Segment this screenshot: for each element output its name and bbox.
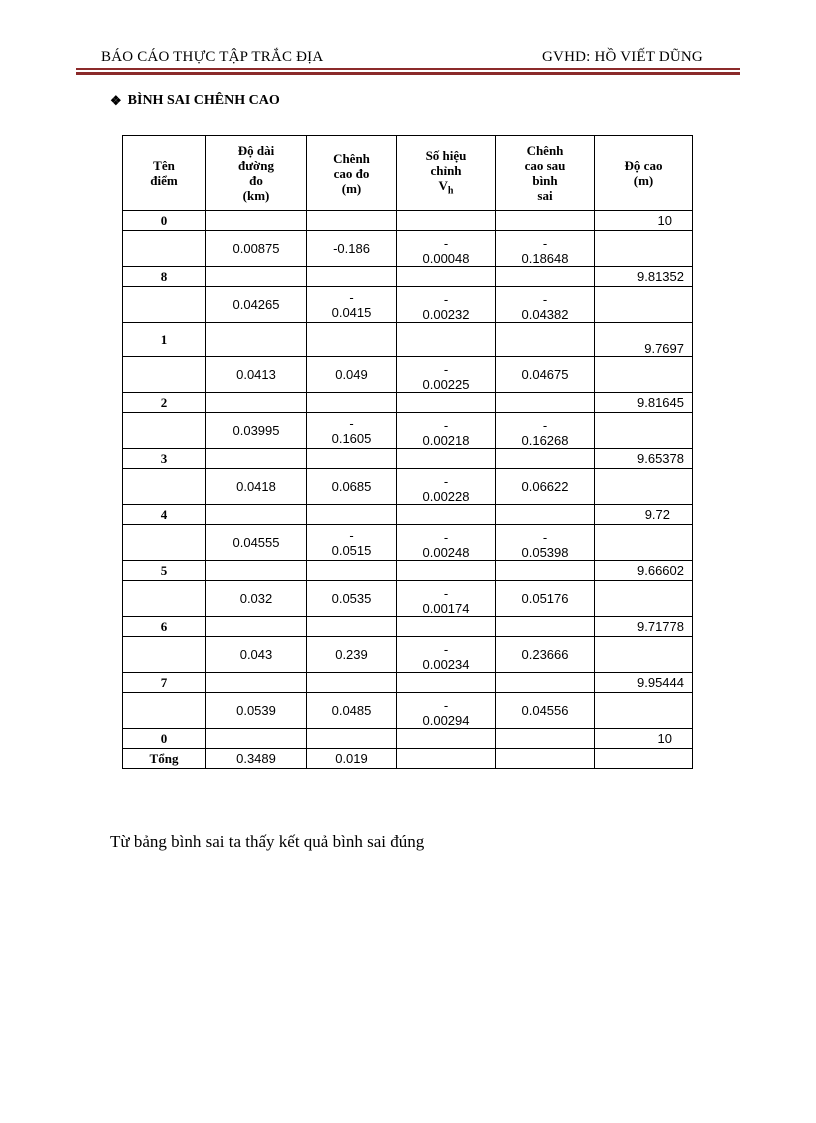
header-line: điểm [150,173,178,188]
empty-cell [595,749,693,769]
correction-cell [397,287,496,323]
height-diff-cell [307,693,397,729]
empty-cell [595,525,693,561]
empty-cell [595,413,693,449]
elevation-cell [595,561,693,581]
point-name: 0 [160,730,168,746]
total-label-cell [123,749,206,769]
empty-cell [123,581,206,617]
col-header-chenh-cao-sau [496,136,595,211]
empty-cell [595,231,693,267]
distance-cell [206,581,307,617]
header-line: (km) [242,188,270,203]
header-line: Tên [153,158,175,173]
empty-cell [397,449,496,469]
height-diff-cell [307,581,397,617]
empty-cell [397,673,496,693]
header-line: đo [249,173,263,188]
elevation-value: 9.66602 [637,563,684,578]
header-line: chỉnh [430,162,462,178]
segment-row [123,469,693,505]
correction-line: - [443,698,449,713]
total-row [123,749,693,769]
empty-cell [307,617,397,637]
empty-cell [496,505,595,525]
correction-line: 0.00248 [422,545,470,560]
distance-value: 0.04555 [232,535,280,550]
empty-cell [123,357,206,393]
point-name: 2 [160,394,168,410]
elevation-value: 9.81352 [637,269,684,284]
empty-cell [496,211,595,231]
height-diff-line: 0.1605 [331,430,372,446]
adjusted-diff-cell [496,413,595,449]
empty-cell [397,267,496,287]
correction-line: 0.00225 [422,377,470,392]
empty-cell [123,231,206,267]
adjustment-table [122,135,693,769]
empty-cell [307,561,397,581]
header-line: cao sau [524,158,566,173]
correction-cell [397,357,496,393]
point-row [123,561,693,581]
header-line: đường [238,158,274,173]
point-row [123,673,693,693]
header-line: Độ cao [624,158,663,173]
correction-line: 0.00174 [422,601,470,616]
correction-line: - [443,530,449,545]
adjusted-diff-line: 0.04675 [521,367,569,382]
point-row [123,449,693,469]
empty-cell [307,449,397,469]
header-line: Số hiệu [425,147,467,163]
correction-cell [397,693,496,729]
empty-cell [123,693,206,729]
distance-value: 0.00875 [232,241,280,256]
distance-value: 0.0418 [236,479,276,494]
header-supervisor: GVHD: HỒ VIẾT DŨNG [542,49,703,65]
point-name-cell [123,449,206,469]
empty-cell [496,749,595,769]
correction-line: 0.00218 [422,433,470,448]
col-header-ten-diem [123,136,206,211]
correction-line: 0.00294 [422,713,470,728]
empty-cell [123,637,206,673]
elevation-cell [595,617,693,637]
empty-cell [595,469,693,505]
point-name: 1 [160,331,168,347]
empty-cell [123,287,206,323]
elevation-value: 10 [657,213,672,228]
correction-cell [397,637,496,673]
empty-cell [307,211,397,231]
elevation-cell [595,393,693,413]
empty-cell [397,561,496,581]
empty-cell [397,211,496,231]
header-line: V [438,177,448,193]
col-header-do-dai [206,136,307,211]
subscript-h: h [447,185,454,197]
correction-line: - [443,642,449,657]
distance-cell [206,287,307,323]
point-name-cell [123,393,206,413]
segment-row [123,231,693,267]
point-name-cell [123,673,206,693]
distance-value: 0.0413 [236,367,276,382]
point-name: 0 [160,212,168,228]
height-diff-line: 0.0485 [331,703,372,718]
header-rule-thin [76,68,740,70]
empty-cell [307,267,397,287]
header-line: Chênh [333,150,370,166]
segment-row [123,525,693,561]
header-line: Độ dài [237,143,275,158]
adjusted-diff-line: 0.18648 [521,251,569,266]
height-diff-line: 0.239 [335,647,368,662]
segment-row [123,693,693,729]
adjusted-diff-line: - [542,292,548,307]
distance-value: 0.043 [239,647,273,662]
height-diff-line: 0.0515 [331,542,372,558]
empty-cell [206,561,307,581]
point-name-cell [123,323,206,357]
height-diff-cell [307,469,397,505]
empty-cell [206,267,307,287]
empty-cell [307,673,397,693]
elevation-cell [595,505,693,525]
distance-cell [206,413,307,449]
distance-cell [206,693,307,729]
col-header-chenh-cao-do [307,136,397,211]
empty-cell [496,561,595,581]
distance-cell [206,637,307,673]
point-row [123,505,693,525]
segment-row [123,413,693,449]
empty-cell [206,617,307,637]
adjusted-diff-cell [496,581,595,617]
point-name-cell [123,617,206,637]
empty-cell [496,449,595,469]
segment-row [123,357,693,393]
correction-line: 0.00234 [422,657,470,672]
empty-cell [206,323,307,357]
point-name: 6 [160,618,168,634]
point-name-cell [123,267,206,287]
adjusted-diff-line: 0.16268 [521,433,569,448]
empty-cell [496,267,595,287]
point-row [123,323,693,357]
empty-cell [307,323,397,357]
empty-cell [496,729,595,749]
empty-cell [307,505,397,525]
adjusted-diff-line: - [542,530,548,545]
correction-line: 0.00232 [422,307,470,322]
distance-cell [206,525,307,561]
empty-cell [496,673,595,693]
correction-cell [397,231,496,267]
elevation-cell [595,211,693,231]
section-heading [110,93,280,109]
segment-row [123,637,693,673]
point-name: 8 [160,268,168,284]
height-diff-cell [307,357,397,393]
empty-cell [595,637,693,673]
elevation-cell [595,323,693,357]
elevation-value: 9.95444 [637,675,684,690]
empty-cell [123,413,206,449]
adjusted-diff-cell [496,357,595,393]
adjusted-diff-cell [496,469,595,505]
adjusted-diff-cell [496,525,595,561]
empty-cell [206,729,307,749]
empty-cell [123,469,206,505]
conclusion-text: Từ bảng bình sai ta thấy kết quả bình sai đúng [110,832,425,851]
correction-line: - [443,418,449,433]
point-name-cell [123,561,206,581]
adjusted-diff-cell [496,231,595,267]
empty-cell [496,393,595,413]
elevation-cell [595,449,693,469]
adjusted-diff-cell [496,693,595,729]
header-rule-thick [76,72,740,75]
header-report-title: BÁO CÁO THỰC TẬP TRẮC ĐỊA [101,49,324,65]
elevation-cell [595,267,693,287]
point-row [123,393,693,413]
elevation-value: 9.72 [644,507,670,522]
point-name-cell [123,505,206,525]
point-name: 5 [160,562,168,578]
distance-value: 0.032 [239,591,273,606]
height-diff-cell [307,231,397,267]
adjusted-diff-line: 0.05176 [521,591,569,606]
adjusted-diff-cell [496,287,595,323]
adjusted-diff-line: 0.05398 [521,545,569,560]
empty-cell [397,323,496,357]
height-diff-cell [307,637,397,673]
total-distance-cell [206,749,307,769]
total-height-diff-cell [307,749,397,769]
correction-line: - [443,474,449,489]
point-name: 3 [160,450,168,466]
adjusted-diff-line: 0.04556 [521,703,569,718]
empty-cell [206,449,307,469]
adjusted-diff-line: - [542,418,548,433]
point-row [123,617,693,637]
section-title: BÌNH SAI CHÊNH CAO [127,93,280,108]
distance-value: 0.04265 [232,297,280,312]
correction-cell [397,581,496,617]
total-height-diff: 0.019 [335,751,368,766]
height-diff-line: 0.0415 [331,304,372,320]
height-diff-line: 0.049 [335,367,368,382]
height-diff-line: 0.0535 [331,591,372,606]
empty-cell [206,211,307,231]
diamond-bullet-icon: ❖ [110,93,122,108]
adjusted-diff-line: 0.04382 [521,307,569,322]
empty-cell [123,525,206,561]
distance-cell [206,469,307,505]
empty-cell [206,505,307,525]
height-diff-line: -0.186 [333,241,370,256]
empty-cell [397,749,496,769]
empty-cell [307,729,397,749]
correction-line: - [443,292,449,307]
height-diff-line: - [349,415,354,431]
elevation-value: 9.81645 [637,395,684,410]
height-diff-cell [307,525,397,561]
header-line: (m) [341,180,362,196]
height-diff-cell [307,287,397,323]
height-diff-line: 0.0685 [331,479,372,494]
empty-cell [496,617,595,637]
header-line-vh [439,178,454,199]
header-line: bình [532,173,558,188]
point-row [123,267,693,287]
correction-line: 0.00228 [422,489,470,504]
empty-cell [595,287,693,323]
empty-cell [397,505,496,525]
col-header-so-hieu-chinh [397,136,496,211]
empty-cell [206,673,307,693]
height-diff-line: - [349,289,354,305]
adjusted-diff-line: - [542,236,548,251]
elevation-value: 9.65378 [637,451,684,466]
distance-value: 0.0539 [236,703,276,718]
empty-cell [595,581,693,617]
adjusted-diff-line: 0.23666 [521,647,569,662]
segment-row [123,287,693,323]
col-header-do-cao [595,136,693,211]
adjusted-diff-cell [496,637,595,673]
header-line: sai [537,188,553,203]
header-line: (m) [633,173,654,188]
point-name: 4 [160,506,168,522]
point-row [123,729,693,749]
empty-cell [595,693,693,729]
distance-cell [206,357,307,393]
empty-cell [206,393,307,413]
correction-line: - [443,236,449,251]
correction-line: - [443,362,449,377]
point-name: 7 [160,674,168,690]
elevation-cell [595,673,693,693]
height-diff-line: - [349,527,354,543]
point-name-cell [123,211,206,231]
header-line: Chênh [526,143,564,158]
correction-line: - [443,586,449,601]
correction-cell [397,469,496,505]
elevation-value: 9.71778 [637,619,684,634]
empty-cell [397,393,496,413]
header-line: cao đo [333,165,370,181]
height-diff-cell [307,413,397,449]
empty-cell [397,617,496,637]
empty-cell [397,729,496,749]
total-label: Tổng [149,750,179,766]
empty-cell [496,323,595,357]
distance-cell [206,231,307,267]
table-header-row [123,136,693,211]
correction-cell [397,413,496,449]
elevation-value: 10 [657,731,672,746]
segment-row [123,581,693,617]
point-row [123,211,693,231]
elevation-cell [595,729,693,749]
empty-cell [595,357,693,393]
correction-cell [397,525,496,561]
empty-cell [307,393,397,413]
total-distance: 0.3489 [236,751,276,766]
point-name-cell [123,729,206,749]
correction-line: 0.00048 [422,251,470,266]
elevation-value: 9.7697 [644,341,684,356]
distance-value: 0.03995 [232,423,280,438]
adjusted-diff-line: 0.06622 [521,479,569,494]
